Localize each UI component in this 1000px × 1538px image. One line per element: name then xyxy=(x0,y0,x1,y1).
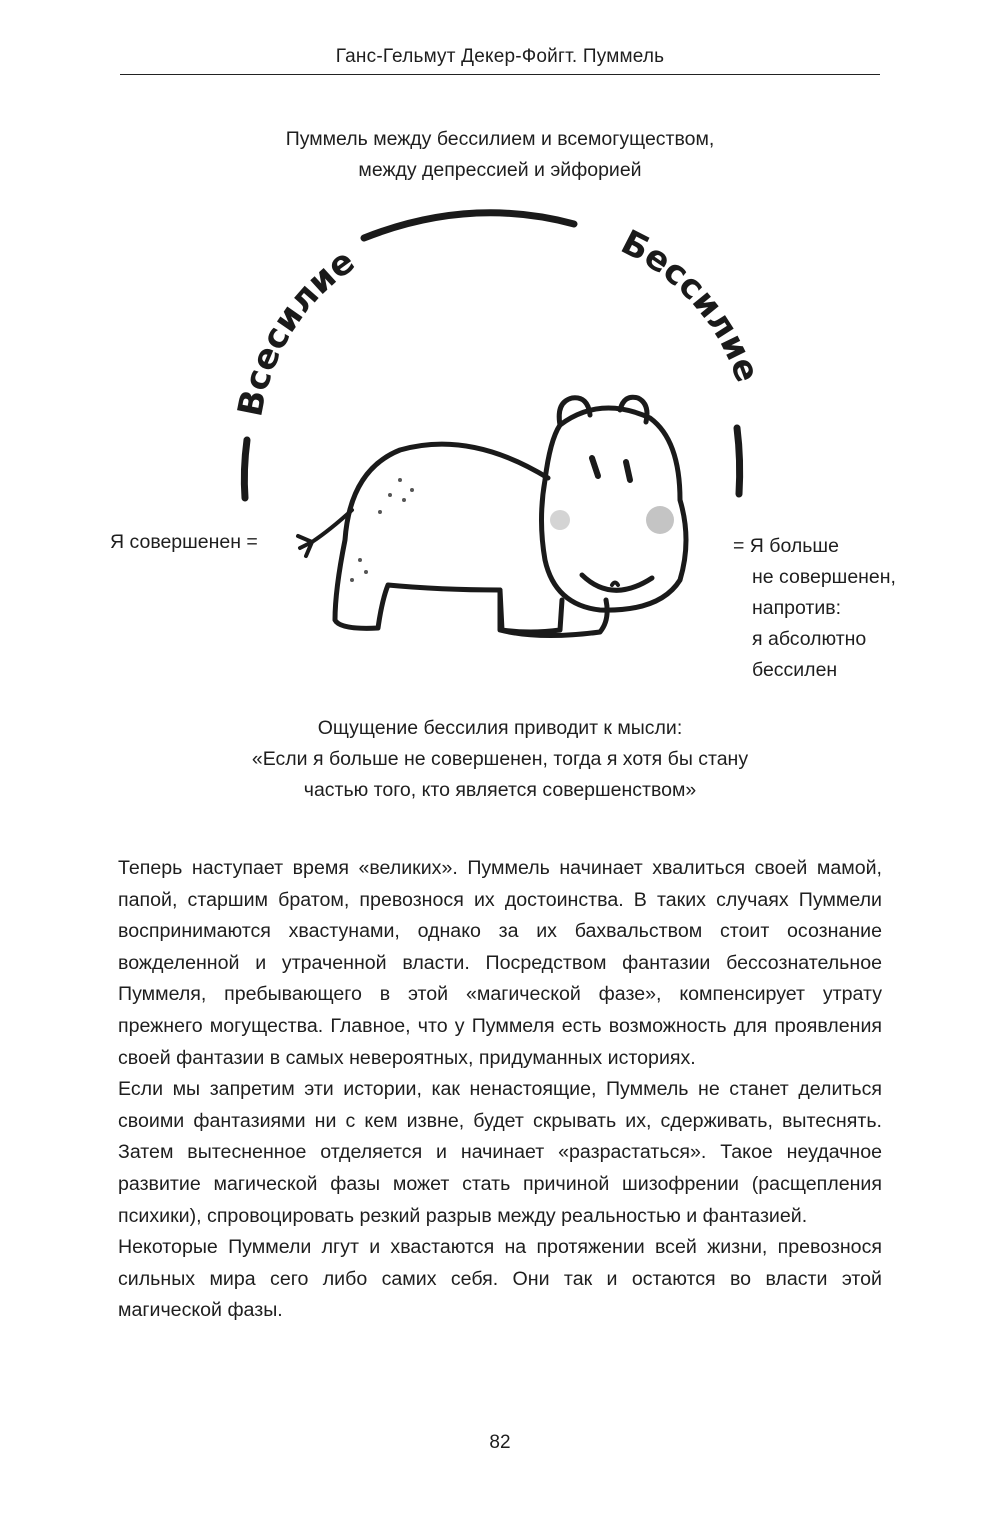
body-paragraph: Некоторые Пуммели лгут и хвастаются на протяжении всей жизни, превознося сильных мира сего либо самих себя. Они так и остаются во власти этой магической фазы. xyxy=(118,1236,882,1322)
hippo-shading xyxy=(350,478,674,582)
page-number: 82 xyxy=(489,1432,511,1453)
top-caption-line: Пуммель между бессилием и всемогуществом, xyxy=(285,128,715,150)
right-label-line: напротив: xyxy=(752,597,842,619)
right-label-line: = Я больше xyxy=(733,535,839,557)
diagram-bottom-caption xyxy=(200,713,800,806)
bottom-caption-line: «Если я больше не совершенен, тогда я хотя бы стану xyxy=(251,748,749,770)
hippo-body xyxy=(335,444,562,632)
body-paragraph: Теперь наступает время «великих». Пуммель начинает хвалиться своей мамой, папой, старшим братом, превознося их достоинства. В таких случаях Пуммели воспринимаются хвастунами, однако за их бахвальством стоит осознание вожделенной и утраченной власти. Посредством фантазии бессознательное Пуммеля, пребывающего в этой «магической фазе», компенсирует утрату прежнего могущества. Главное, что у Пуммеля есть возможность для проявления своей фантазии в самых невероятных, придуманных историях. xyxy=(118,857,882,1069)
body-text xyxy=(118,853,882,1327)
top-caption-line: между депрессией и эйфорией xyxy=(358,159,642,181)
arc-word-vsesilie: Всесилие xyxy=(230,241,363,420)
right-label xyxy=(733,531,896,686)
hippo-tail-tuft xyxy=(298,536,312,556)
body-paragraph: Если мы запретим эти истории, как ненастоящие, Пуммель не станет делиться своими фантазиями ни с кем извне, будет скрывать их, сдерживать, вытеснять. Затем вытесненное отделяется и начинает «разрастаться». Такое неудачное развитие магической фазы может стать причиной шизофрении (расщепления психики), спровоцировать резкий разрыв между реальностью и фантазией. xyxy=(118,1078,882,1227)
hippo-drawing xyxy=(298,397,686,635)
bottom-caption-line: Ощущение бессилия приводит к мысли: xyxy=(317,717,683,739)
hippo-eye-left xyxy=(592,458,598,476)
bottom-caption-line: частью того, кто является совершенством» xyxy=(303,779,697,801)
hippo-eye-right xyxy=(626,462,630,480)
right-label-line: я абсолютно xyxy=(752,628,867,650)
arc-top-stroke xyxy=(364,213,574,238)
arc-left-stroke xyxy=(244,440,247,498)
arc-right-stroke xyxy=(737,428,740,494)
arc-word-bessilie: Бессилие xyxy=(614,222,768,388)
right-label-line: бессилен xyxy=(752,659,838,681)
hippo-nostril xyxy=(612,583,618,586)
running-header: Ганс-Гельмут Декер-Фойгт. Пуммель xyxy=(335,46,665,67)
right-label-line: не совершенен, xyxy=(752,566,896,588)
left-label: Я совершенен = xyxy=(110,531,258,553)
